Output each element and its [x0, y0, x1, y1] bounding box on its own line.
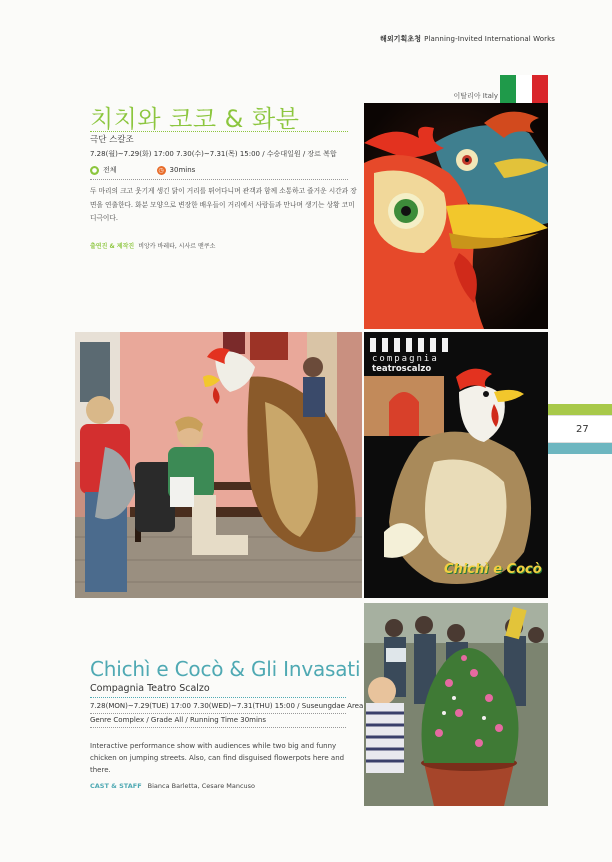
cast-korean: [90, 241, 215, 250]
divider: [90, 697, 346, 698]
clock-icon: ◷: [158, 166, 164, 174]
poster-company-line2: teatroscalzo: [372, 364, 432, 374]
schedule-english: 7.28(MON)~7.29(TUE) 17:00 7.30(WED)~7.31(THU) 15:00 / Suseungdae Area: [90, 702, 364, 710]
schedule-korean: 7.28(월)~7.29(화) 17:00 7.30(수)~7.31(목) 15:00 / 수승대일원 / 장르 복합: [90, 150, 337, 158]
poster-show-title: Chichì e Cocò: [444, 562, 542, 577]
street-performance-photo: [75, 332, 362, 598]
divider: [90, 713, 346, 714]
running-time-korean: 30mins: [169, 166, 196, 174]
rooster-head-photo: [364, 103, 548, 329]
description-korean: 두 마리의 크고 웃기게 생긴 닭이 거리를 뛰어다니며 관객과 함께 소통하고 즐거운 시간과 장면을 연출한다. 화분 모양으로 변장한 배우들이 거리에서 사람들과 만나며 생기는 상황 코미디극이다.: [90, 187, 357, 222]
divider: [90, 727, 346, 728]
page-number: 27: [548, 415, 612, 443]
cast-label-korean: 출연진 & 제작진: [90, 243, 135, 250]
running-header: [330, 34, 555, 44]
company-korean: 극단 스칼조: [90, 135, 134, 145]
cast-label-english: CAST & STAFF: [90, 782, 142, 790]
rating-korean: 전체: [103, 166, 117, 174]
divider: [90, 179, 348, 180]
cast-names-korean: 비앙카 바레타, 시사르 맨쿠소: [138, 243, 216, 250]
divider: [90, 131, 348, 132]
meta-english: Genre Complex / Grade All / Running Time 30mins: [90, 716, 267, 724]
poster-photo: [364, 332, 548, 598]
country-label: 이탈리아 Italy: [453, 92, 498, 100]
title-english: Chichì e Cocò & Gli Invasati: [90, 657, 361, 681]
company-english: Compagnia Teatro Scalzo: [90, 683, 210, 694]
title-korean: 치치와 코코 & 화분: [90, 105, 300, 133]
cast-english: [90, 782, 255, 790]
header-section-en: Planning-Invited International Works: [424, 35, 555, 43]
description-english: Interactive performance show with audiences while two big and funny chicken on jumping streets. Also, can find disguised flowerpots here and there.: [90, 742, 345, 774]
page-tab-green-stripe: [548, 404, 612, 415]
cast-names-english: Bianca Barletta, Cesare Mancuso: [147, 782, 256, 790]
header-section-ko: 해외기획초청: [379, 35, 422, 43]
poster-company-line1: compagnia: [372, 354, 439, 364]
flowerpot-crowd-photo: [364, 603, 548, 806]
rating-icon: ●: [91, 166, 98, 174]
page-tab-teal-stripe: [548, 443, 612, 454]
meta-korean: [90, 165, 195, 175]
italy-flag-icon: [500, 75, 548, 104]
